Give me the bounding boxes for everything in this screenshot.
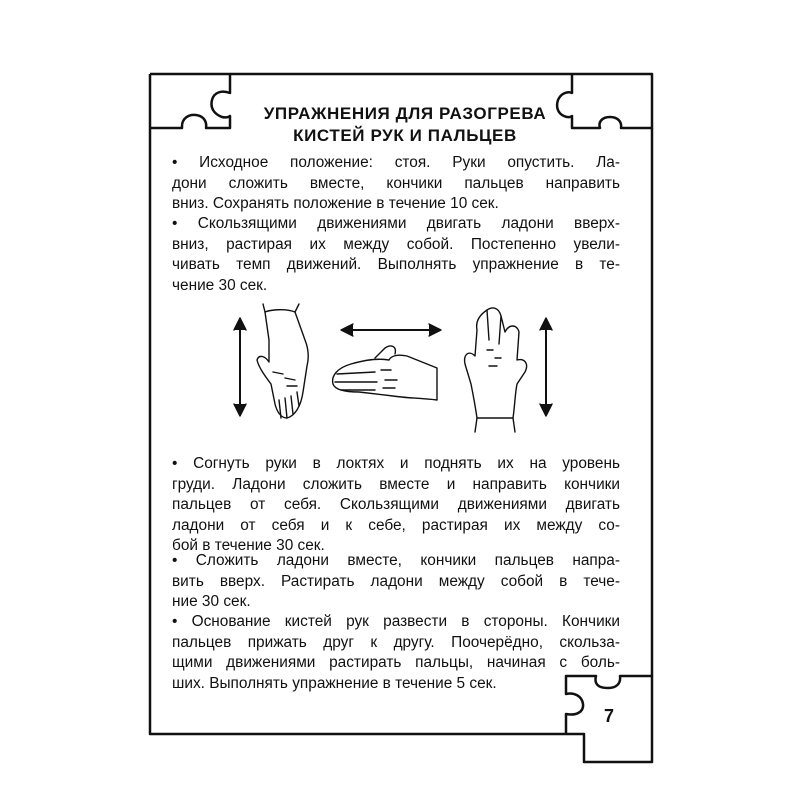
paragraph-line: чение 30 сек. xyxy=(172,276,268,294)
hands-pointing-up-icon xyxy=(465,308,527,432)
paragraph-line: • Согнуть руки в локтях и поднять их на уровень xyxy=(172,455,620,472)
paragraph-line: • Основание кистей рук развести в стороны. Кончики xyxy=(172,613,620,630)
vertical-double-arrow-icon xyxy=(540,318,552,416)
paragraph-line: вниз, растирая их между собой. Постепенно увели- xyxy=(172,235,620,253)
title-line-1: УПРАЖНЕНИЯ ДЛЯ РАЗОГРЕВА xyxy=(263,104,547,123)
paragraph-line: дони сложить вместе, кончики пальцев направить xyxy=(172,174,620,192)
horizontal-double-arrow-icon xyxy=(341,324,441,336)
paragraph-line: груди. Ладони сложить вместе и направить кончики xyxy=(172,475,620,493)
paragraph-line: вниз. Сохранять положение в течение 10 сек. xyxy=(172,195,499,212)
hand-exercise-illustration xyxy=(225,300,575,440)
paragraph-line: пальцев прижать друг к другу. Поочерёдно, скольза- xyxy=(172,633,620,651)
paragraph-line: пальцев от себя. Скользящими движениями двигать xyxy=(172,496,620,513)
paragraph-line: щими движениями растирать пальцы, начиная с боль- xyxy=(172,654,620,671)
paragraph-1 xyxy=(172,153,620,215)
paragraph-line: ших. Выполнять упражнение в течение 5 сек. xyxy=(172,674,497,692)
paragraph-line: • Сложить ладони вместе, кончики пальцев напра- xyxy=(172,552,620,569)
paragraph-4 xyxy=(172,551,620,613)
hands-pointing-down-icon xyxy=(257,304,308,418)
paragraph-line: • Исходное положение: стоя. Руки опустить. Ла- xyxy=(172,154,620,171)
paragraph-line: бой в течение 30 сек. xyxy=(172,537,325,554)
paragraph-3 xyxy=(172,454,620,557)
vertical-double-arrow-icon xyxy=(234,318,246,416)
paragraph-5 xyxy=(172,612,620,694)
paragraph-line: чивать темп движений. Выполнять упражнение в те- xyxy=(172,256,620,273)
paragraph-line: ние 30 сек. xyxy=(172,593,251,610)
paragraph-line: вить вверх. Растирать ладони между собой в тече- xyxy=(172,572,620,590)
page-number: 7 xyxy=(604,706,615,726)
paragraph-line: • Скользящими движениями двигать ладони вверх- xyxy=(172,215,620,232)
title-line-2: КИСТЕЙ РУК И ПАЛЬЦЕВ xyxy=(293,126,517,145)
paragraph-2 xyxy=(172,214,620,296)
page-title xyxy=(150,103,660,147)
paragraph-line: ладони от себя и к себе, растирая их между со- xyxy=(172,516,620,534)
hands-pointing-forward-icon xyxy=(333,346,437,400)
